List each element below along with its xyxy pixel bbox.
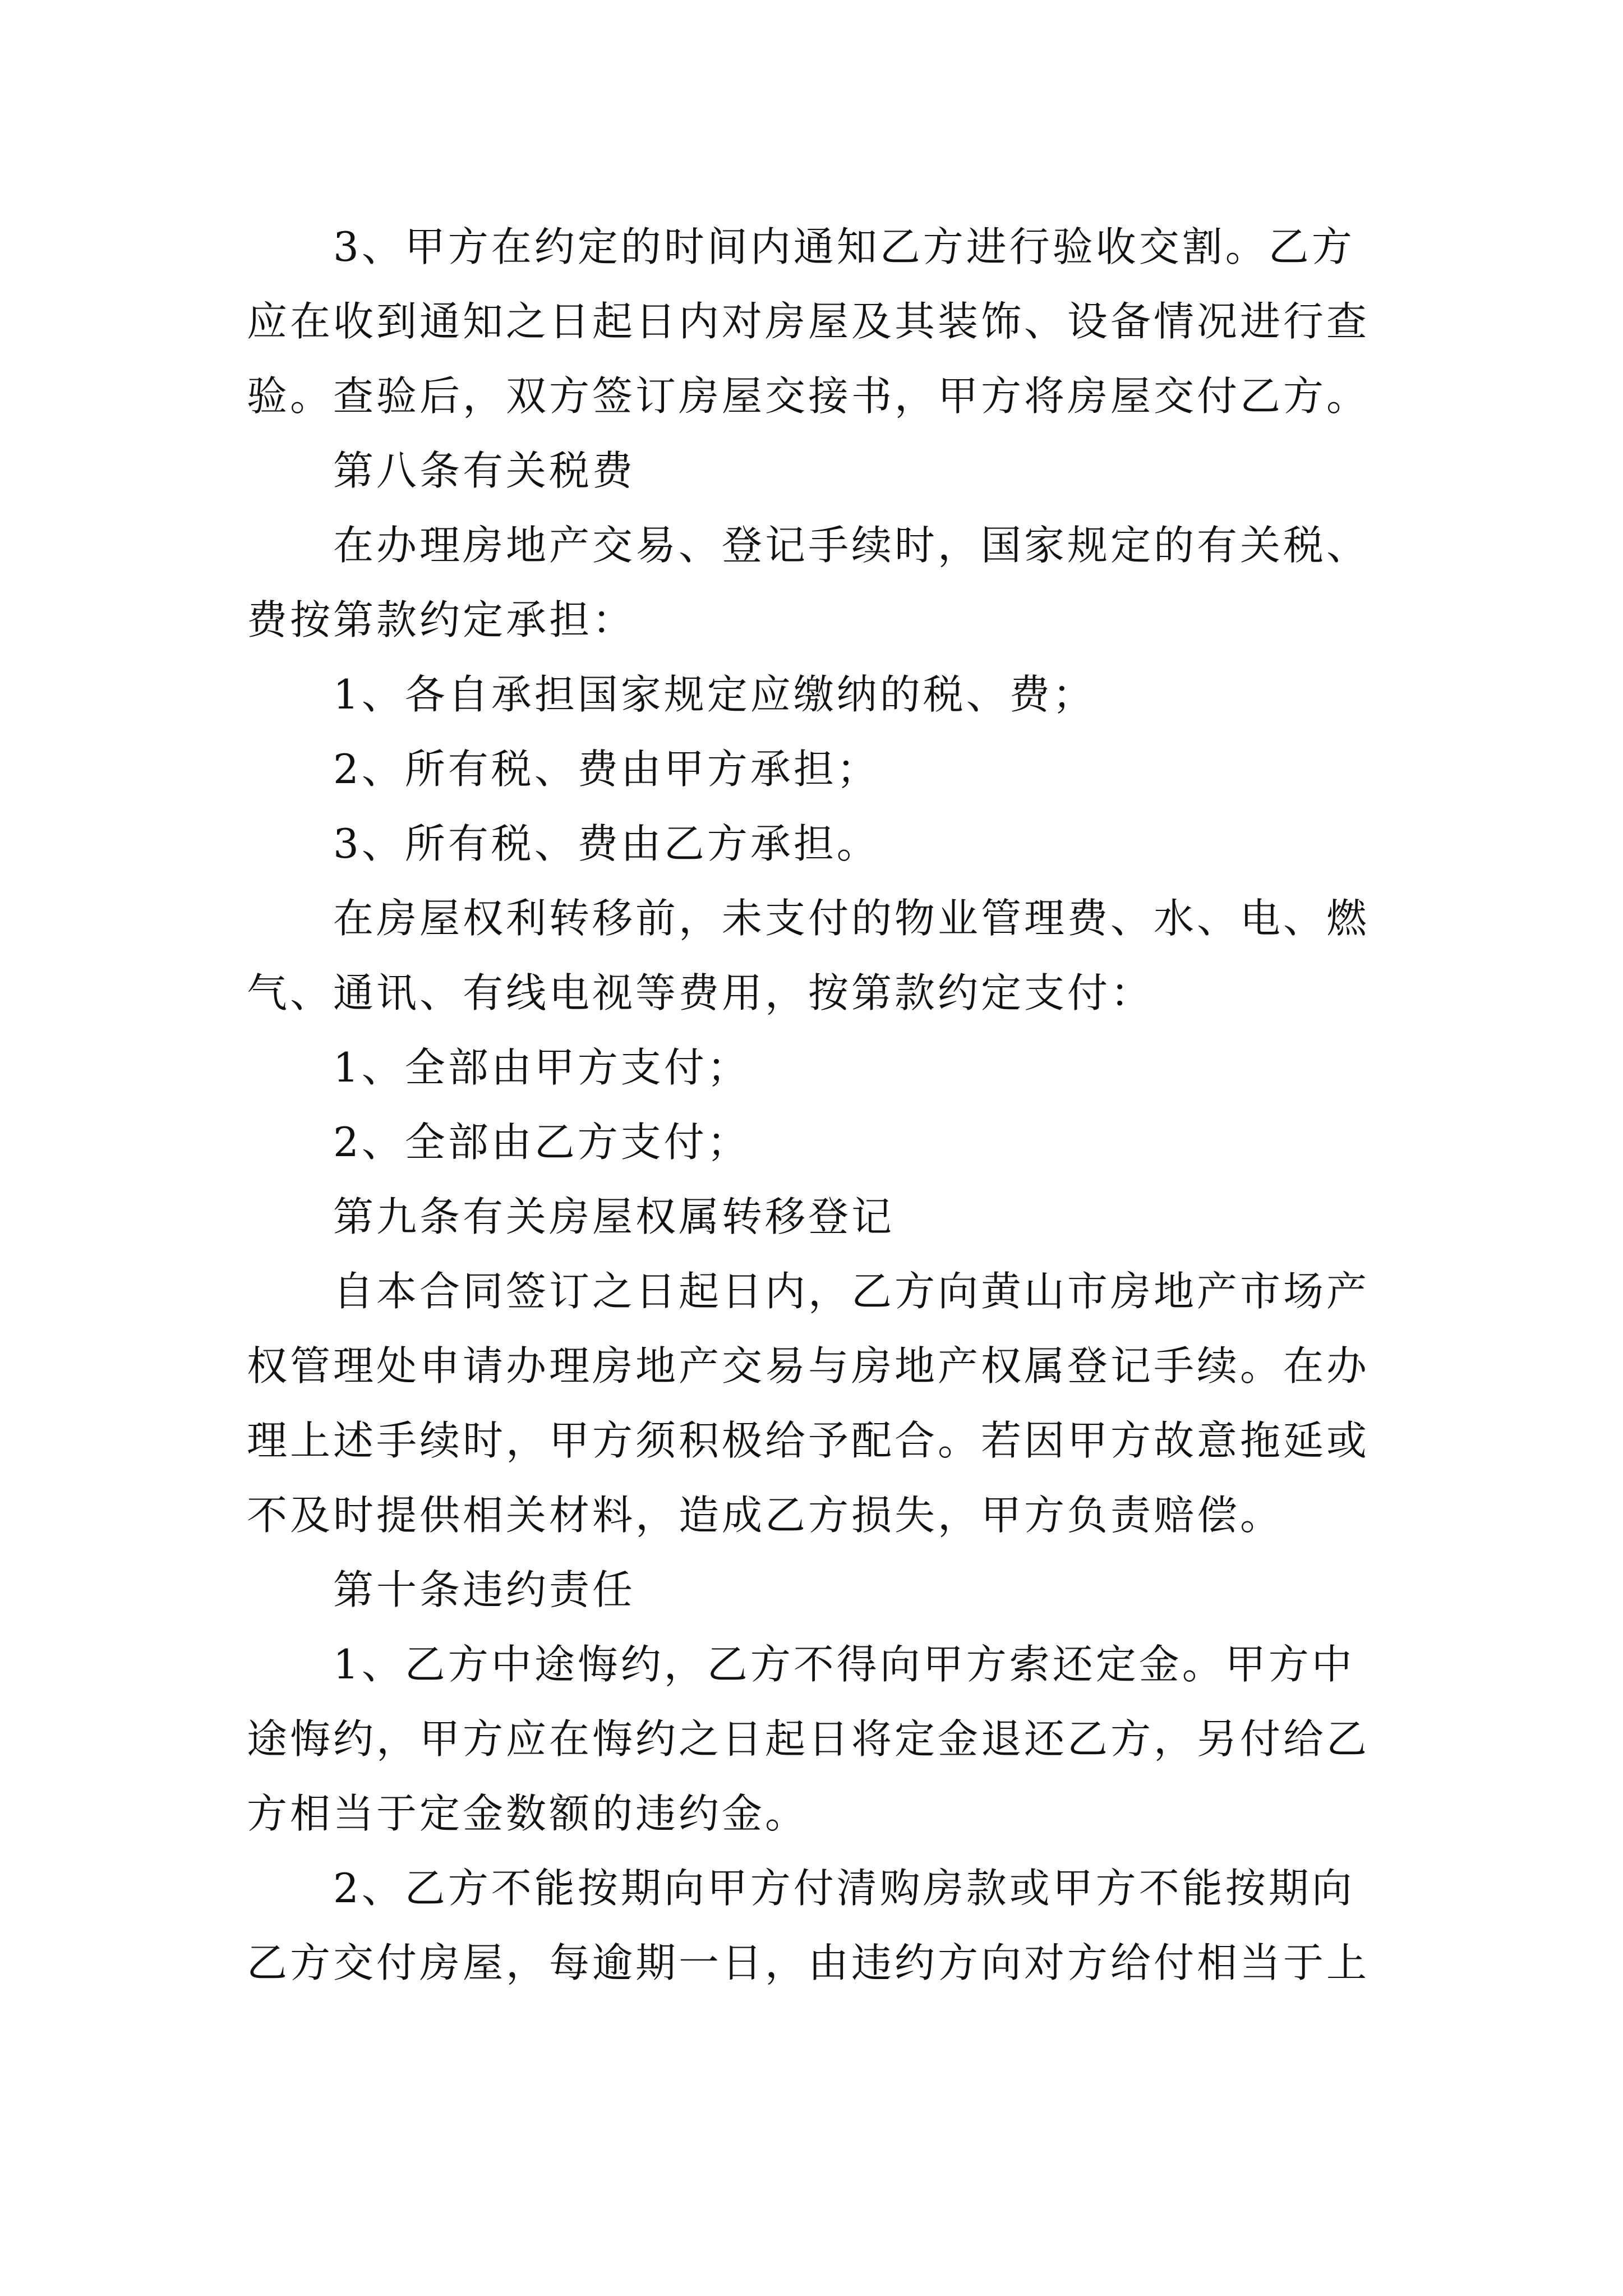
article-8-option-2: 2、所有税、费由甲方承担； bbox=[333, 746, 880, 793]
clause-7-item-3: 3、甲方在约定的时间内通知乙方进行验收交割。乙方应在收到通知之日起日内对房屋及其装饰、设备情况进行查验。查验后，双方签订房屋交接书，甲方将房屋交付乙方。 bbox=[247, 223, 1370, 420]
article-9-heading: 第九条有关房屋权属转移登记 bbox=[333, 1193, 895, 1240]
document-body bbox=[247, 210, 1391, 2000]
article-9-body: 自本合同签订之日起日内，乙方向黄山市房地产市场产权管理处申请办理房地产交易与房地产权属登记手续。在办理上述手续时，甲方须积极给予配合。若因甲方故意拖延或不及时提供相关材料，造成乙方损失，甲方负责赔偿。 bbox=[247, 1268, 1370, 1539]
article-10-heading: 第十条违约责任 bbox=[333, 1566, 636, 1613]
article-8-heading: 第八条有关税费 bbox=[333, 447, 636, 494]
article-8-fees-intro: 在房屋权利转移前，未支付的物业管理费、水、电、燃气、通讯、有线电视等费用，按第款约定支付： bbox=[247, 895, 1370, 1016]
article-8-fees-option-2: 2、全部由乙方支付； bbox=[333, 1119, 750, 1166]
article-10-item-1: 1、乙方中途悔约，乙方不得向甲方索还定金。甲方中途悔约，甲方应在悔约之日起日将定金退还乙方，另付给乙方相当于定金数额的违约金。 bbox=[247, 1641, 1370, 1837]
article-10-item-2: 2、乙方不能按期向甲方付清购房款或甲方不能按期向乙方交付房屋，每逾期一日，由违约方向对方给付相当于上 bbox=[247, 1865, 1370, 1986]
article-8-fees-option-1: 1、全部由甲方支付； bbox=[333, 1044, 750, 1091]
article-8-option-3: 3、所有税、费由乙方承担。 bbox=[333, 820, 880, 867]
article-8-option-1: 1、各自承担国家规定应缴纳的税、费； bbox=[333, 671, 1096, 718]
article-8-intro: 在办理房地产交易、登记手续时，国家规定的有关税、费按第款约定承担： bbox=[247, 522, 1370, 643]
